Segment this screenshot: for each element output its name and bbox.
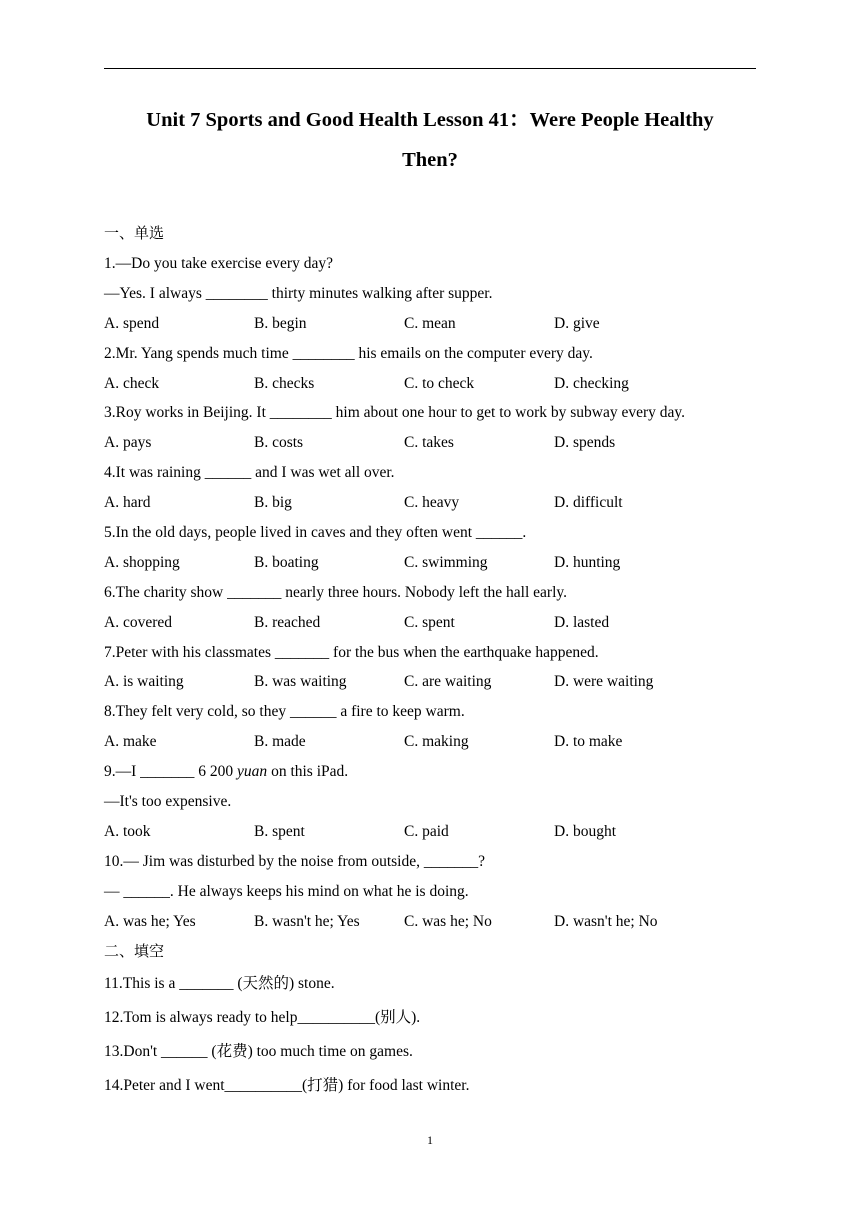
question-2-stem: 2.Mr. Yang spends much time ________ his emails on the computer every day. bbox=[104, 344, 593, 362]
option-a[interactable]: A. shopping bbox=[104, 553, 180, 571]
question-9-stem-start: 9.—I _______ 6 200 bbox=[104, 763, 238, 781]
option-c[interactable]: C. was he; No bbox=[404, 912, 492, 930]
option-b[interactable]: B. boating bbox=[254, 553, 319, 571]
question-8-stem: 8.They felt very cold, so they ______ a fire to keep warm. bbox=[104, 703, 465, 721]
page-number: 1 bbox=[427, 1133, 433, 1147]
question-1-options bbox=[104, 309, 784, 339]
question-11: 11.This is a _______ (天然的) stone. bbox=[104, 975, 335, 993]
question-5-stem: 5.In the old days, people lived in caves and they often went ______. bbox=[104, 524, 527, 542]
option-a[interactable]: A. took bbox=[104, 822, 151, 840]
option-d[interactable]: D. hunting bbox=[554, 553, 621, 571]
worksheet-body bbox=[104, 218, 784, 1103]
question-3-options bbox=[104, 428, 784, 458]
option-a[interactable]: A. pays bbox=[104, 434, 152, 452]
title-line-1: Unit 7 Sports and Good Health Lesson 41：Were People Healthy bbox=[146, 109, 714, 131]
option-b[interactable]: B. big bbox=[254, 494, 292, 512]
question-3-stem: 3.Roy works in Beijing. It ________ him about one hour to get to work by subway every day. bbox=[104, 404, 686, 422]
question-1-stem-2: —Yes. I always ________ thirty minutes walking after supper. bbox=[104, 284, 493, 302]
option-c[interactable]: C. swimming bbox=[404, 553, 488, 571]
option-b[interactable]: B. wasn't he; Yes bbox=[254, 912, 360, 930]
option-a[interactable]: A. was he; Yes bbox=[104, 912, 196, 930]
section-heading-choice: 一、单选 bbox=[104, 224, 165, 242]
question-5-options bbox=[104, 548, 784, 578]
option-b[interactable]: B. checks bbox=[254, 374, 315, 392]
option-c[interactable]: C. spent bbox=[404, 613, 455, 631]
question-10-stem-2: — ______. He always keeps his mind on what he is doing. bbox=[104, 882, 469, 900]
option-a[interactable]: A. covered bbox=[104, 613, 172, 631]
option-b[interactable]: B. costs bbox=[254, 434, 304, 452]
option-d[interactable]: D. were waiting bbox=[554, 673, 654, 691]
title-line-2: Then? bbox=[402, 149, 458, 171]
question-12: 12.Tom is always ready to help__________(别人). bbox=[104, 1009, 421, 1027]
option-c[interactable]: C. making bbox=[404, 733, 469, 751]
question-6-options bbox=[104, 608, 784, 638]
option-d[interactable]: D. bought bbox=[554, 822, 616, 840]
option-d[interactable]: D. checking bbox=[554, 374, 629, 392]
option-b[interactable]: B. was waiting bbox=[254, 673, 347, 691]
question-1-stem: 1.—Do you take exercise every day? bbox=[104, 255, 333, 272]
question-4-stem: 4.It was raining ______ and I was wet all over. bbox=[104, 464, 395, 482]
option-d[interactable]: D. lasted bbox=[554, 613, 610, 631]
option-a[interactable]: A. make bbox=[104, 733, 157, 751]
page-title bbox=[104, 100, 756, 180]
question-14: 14.Peter and I went__________(打猎) for food last winter. bbox=[104, 1077, 470, 1095]
question-7-options bbox=[104, 667, 784, 697]
option-b[interactable]: B. spent bbox=[254, 822, 305, 840]
header-rule bbox=[104, 68, 756, 69]
option-c[interactable]: C. to check bbox=[404, 374, 475, 392]
option-a[interactable]: A. hard bbox=[104, 494, 151, 512]
question-2-options bbox=[104, 369, 784, 399]
option-d[interactable]: D. difficult bbox=[554, 494, 623, 512]
question-10-stem: 10.— Jim was disturbed by the noise from outside, _______? bbox=[104, 852, 485, 870]
question-9-options bbox=[104, 817, 784, 847]
option-a[interactable]: A. is waiting bbox=[104, 673, 184, 691]
option-b[interactable]: B. made bbox=[254, 733, 306, 751]
option-d[interactable]: D. to make bbox=[554, 733, 623, 751]
option-c[interactable]: C. mean bbox=[404, 314, 456, 332]
option-d[interactable]: D. spends bbox=[554, 434, 616, 452]
question-8-options bbox=[104, 727, 784, 757]
option-d[interactable]: D. give bbox=[554, 314, 600, 332]
question-10-options bbox=[104, 907, 784, 937]
option-c[interactable]: C. are waiting bbox=[404, 673, 492, 691]
question-6-stem: 6.The charity show _______ nearly three hours. Nobody left the hall early. bbox=[104, 583, 568, 601]
question-9-stem-end: on this iPad. bbox=[267, 763, 349, 781]
option-b[interactable]: B. reached bbox=[254, 613, 321, 631]
question-9-stem bbox=[104, 757, 784, 787]
question-4-options bbox=[104, 488, 784, 518]
question-9-stem-2: —It's too expensive. bbox=[104, 793, 232, 811]
question-13: 13.Don't ______ (花费) too much time on games. bbox=[104, 1043, 413, 1061]
option-c[interactable]: C. takes bbox=[404, 434, 454, 452]
option-d[interactable]: D. wasn't he; No bbox=[554, 912, 658, 930]
option-c[interactable]: C. heavy bbox=[404, 494, 460, 512]
option-a[interactable]: A. check bbox=[104, 374, 160, 392]
question-7-stem: 7.Peter with his classmates _______ for the bus when the earthquake happened. bbox=[104, 643, 599, 661]
option-b[interactable]: B. begin bbox=[254, 314, 307, 332]
option-c[interactable]: C. paid bbox=[404, 822, 449, 840]
question-9-stem-italic: yuan bbox=[237, 763, 268, 781]
section-heading-fill: 二、填空 bbox=[104, 942, 165, 961]
option-a[interactable]: A. spend bbox=[104, 314, 160, 332]
